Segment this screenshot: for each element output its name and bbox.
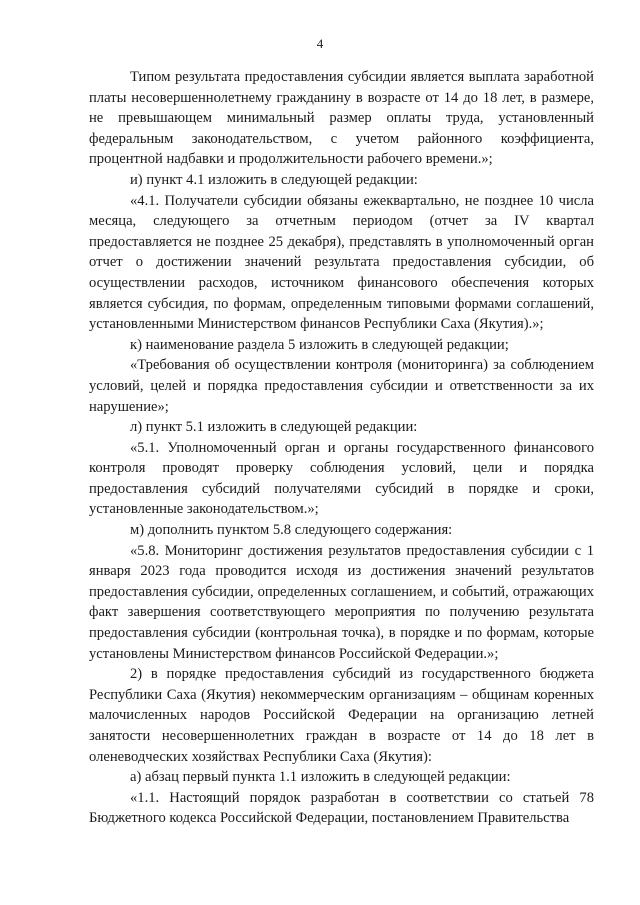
paragraph-item-k: к) наименование раздела 5 изложить в следующей редакции; bbox=[130, 336, 509, 353]
paragraph-clause-5-1: «5.1. Уполномоченный орган и органы государственного финансового контроля проводят проверку соблюдения условий, цели и порядка предоставления субсидий получателями субсидий в порядке и сроки, установленные законодательством.»; bbox=[89, 439, 594, 518]
paragraph-clause-4-1: «4.1. Получатели субсидии обязаны ежеквартально, не позднее 10 числа месяца, следующего за отчетным периодом (отчет за IV квартал предоставляется не позднее 25 декабря), представлять в уполномоченный орган отчет о достижении значений результата предоставления субсидии, об осуществлении расходов, источником финансового обеспечения которых является субсидия, по формам, определенным типовыми формами соглашений, установленными Министерством финансов Республики Саха (Якутия).»; bbox=[89, 192, 594, 333]
paragraph-item-i: и) пункт 4.1 изложить в следующей редакции: bbox=[130, 171, 418, 188]
paragraph-item-m: м) дополнить пунктом 5.8 следующего содержания: bbox=[130, 522, 453, 539]
paragraph-result-type: Типом результата предоставления субсидии является выплата заработной платы несовершеннолетнему гражданину в возрасте от 14 до 18 лет, в размере, не превышающем минимальный размер оплаты труда, установленный федеральным законодательством, с учетом районного коэффициента, процентной надбавки и продолжительности рабочего времени.»; bbox=[89, 69, 594, 168]
paragraph-section-5-title: «Требования об осуществлении контроля (мониторинга) за соблюдением условий, целей и порядка предоставления субсидии и ответственности за их нарушение»; bbox=[89, 357, 594, 415]
page-number: 4 bbox=[316, 36, 324, 51]
paragraph-clause-5-8: «5.8. Мониторинг достижения результатов предоставления субсидии с 1 января 2023 года проводится исходя из достижения значений результатов предоставления субсидии, определенных соглашением, и событий, отражающих факт завершения соответствующего мероприятия по получению результата предоставления субсидии (контрольная точка), в порядке и по формам, которые установлены Министерством финансов Российской Федерации.»; bbox=[89, 542, 594, 662]
paragraph-item-l: л) пункт 5.1 изложить в следующей редакции: bbox=[130, 419, 418, 436]
paragraph-item-a: а) абзац первый пункта 1.1 изложить в следующей редакции: bbox=[130, 769, 511, 786]
paragraph-item-2: 2) в порядке предоставления субсидий из государственного бюджета Республики Саха (Якутия) некоммерческим организациям – общинам коренных малочисленных народов Российской Федерации на организацию летней занятости несовершеннолетних граждан в возрасте от 14 до 18 лет в оленеводческих хозяйствах Республики Саха (Якутия): bbox=[89, 666, 594, 765]
paragraph-clause-1-1: «1.1. Настоящий порядок разработан в соответствии со статьей 78 Бюджетного кодекса Российской Федерации, постановлением Правительства bbox=[89, 789, 594, 827]
document-body bbox=[89, 67, 594, 829]
